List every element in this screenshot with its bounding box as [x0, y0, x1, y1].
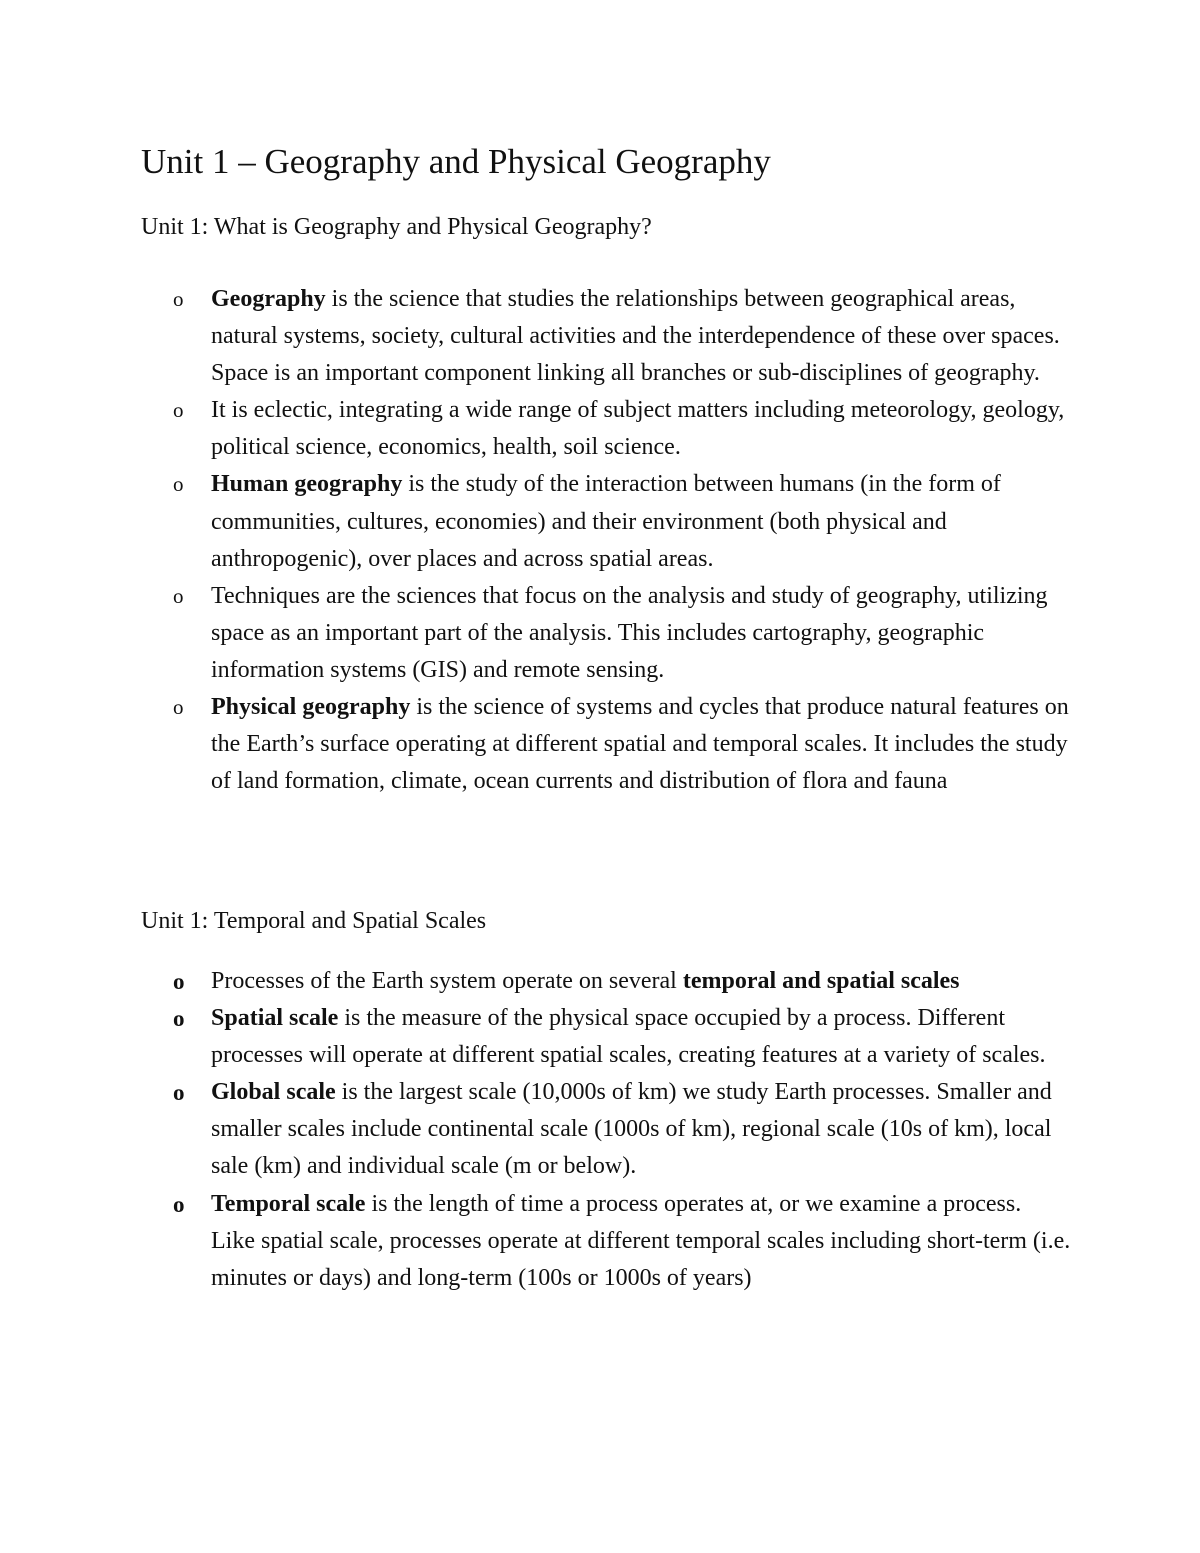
- hollow-bullet-icon: o: [173, 472, 184, 497]
- bold-hollow-bullet-icon: o: [173, 969, 185, 994]
- item-text: is the measure of the physical space occupied by a process. Different processes will operate at different spatial scales, creating features at a variety of scales.: [211, 1005, 1046, 1069]
- hollow-bullet-icon: o: [173, 287, 184, 311]
- term-spatial-scale: Spatial scale: [211, 1005, 339, 1032]
- bold-hollow-bullet-icon: o: [173, 1080, 185, 1106]
- term-geography: Geography: [211, 286, 326, 312]
- list-item-temporal-scale: [0, 1186, 1071, 1297]
- list-item-eclectic: [0, 392, 1071, 466]
- section-heading-what-is-geography: Unit 1: What is Geography and Physical Geography?: [141, 214, 652, 240]
- item-lead-text: Processes of the Earth system operate on several: [211, 968, 683, 994]
- term-temporal-scale: Temporal scale: [211, 1190, 366, 1217]
- term-global-scale: Global scale: [211, 1079, 336, 1106]
- list-item-processes: [0, 963, 1071, 1000]
- hollow-bullet-icon: o: [173, 695, 184, 720]
- bold-hollow-bullet-icon: o: [173, 1191, 185, 1217]
- item-text: is the science that studies the relationships between geographical areas, natural systems, society, cultural activities and the interdependence of these over spaces. Space is an important component linking all branches or sub-disciplines of geography.: [211, 286, 1060, 387]
- bold-hollow-bullet-icon: o: [173, 1006, 185, 1032]
- hollow-bullet-icon: o: [173, 398, 184, 423]
- hollow-bullet-icon: o: [173, 583, 184, 608]
- item-text: is the science of systems and cycles that produce natural features on the Earth’s surface operating at different spatial and temporal scales. It includes the study of land formation, climate, ocean currents and distribution of flora and fauna: [211, 694, 1069, 795]
- list-item-geography: [0, 281, 1071, 392]
- section-heading-temporal-spatial-scales: Unit 1: Temporal and Spatial Scales: [141, 908, 487, 934]
- bullet-list-definitions: [0, 281, 1200, 800]
- list-item-global-scale: [0, 1074, 1071, 1185]
- term-human-geography: Human geography: [211, 471, 403, 498]
- list-item-techniques: [0, 578, 1071, 689]
- list-item-human-geography: [0, 466, 1071, 577]
- item-text: is the length of time a process operates at, or we examine a process. Like spatial scale, processes operate at different temporal scales including short-term (i.e. minutes or days) and long-term (100s or 1000s of years): [211, 1190, 1071, 1291]
- list-item-physical-geography: [0, 689, 1071, 800]
- document-title: Unit 1 – Geography and Physical Geography: [141, 142, 771, 181]
- term-temporal-and-spatial-scales: temporal and spatial scales: [682, 968, 960, 994]
- item-text: Techniques are the sciences that focus on the analysis and study of geography, utilizing space as an important part of the analysis. This includes cartography, geographic information systems (GIS) and remote sensing.: [211, 582, 1048, 683]
- term-physical-geography: Physical geography: [211, 694, 411, 721]
- item-text: It is eclectic, integrating a wide range of subject matters including meteorology, geology, political science, economics, health, soil science.: [211, 397, 1065, 461]
- bullet-list-scales: [0, 963, 1200, 1297]
- list-item-spatial-scale: [0, 1000, 1071, 1074]
- item-text: is the study of the interaction between humans (in the form of communities, cultures, economies) and their environment (both physical and anthropogenic), over places and across spatial areas.: [211, 471, 1001, 572]
- item-text: is the largest scale (10,000s of km) we study Earth processes. Smaller and smaller scales include continental scale (1000s of km), regional scale (10s of km), local sale (km) and individual scale (m or below).: [211, 1079, 1052, 1180]
